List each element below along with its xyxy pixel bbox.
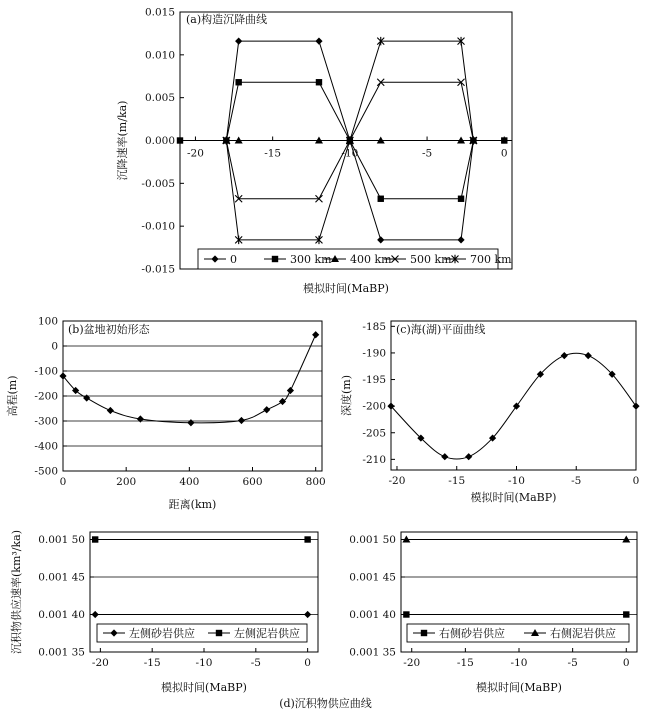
x-axis-label: 模拟时间(MaBP) — [161, 681, 247, 694]
legend-label: 400 km — [350, 253, 392, 266]
chart-title: (b)盆地初始形态 — [68, 323, 150, 336]
y-axis-label: 高程(m) — [6, 375, 19, 417]
data-point — [513, 403, 520, 410]
data-point — [377, 236, 384, 243]
chart-d2 — [349, 532, 637, 694]
y-tick-label: 0.001 40 — [38, 609, 85, 621]
data-point — [457, 236, 464, 243]
y-tick-label: 0.001 50 — [38, 534, 85, 546]
legend-label: 300 km — [290, 253, 332, 266]
y-axis-label: 沉降速率(m/ka) — [116, 100, 129, 181]
data-point — [403, 611, 409, 617]
data-point — [92, 536, 98, 542]
y-tick-label: 0.001 35 — [349, 646, 396, 659]
legend-marker — [421, 630, 427, 636]
y-tick-label: -300 — [34, 415, 58, 428]
y-tick-label: -200 — [362, 400, 386, 413]
x-tick-label: 200 — [116, 476, 137, 488]
data-point — [632, 403, 639, 410]
legend-label: 左侧泥岩供应 — [234, 627, 300, 640]
chart-a — [115, 7, 512, 296]
series-line — [63, 335, 316, 423]
y-tick-label: -200 — [34, 390, 58, 403]
series-initial — [59, 331, 319, 426]
x-tick-label: -5 — [567, 657, 578, 669]
data-point — [304, 536, 310, 542]
x-tick-label: -5 — [250, 657, 261, 669]
y-tick-label: -195 — [362, 374, 386, 387]
y-tick-label: 100 — [37, 315, 58, 328]
y-tick-label: 0.010 — [144, 49, 175, 62]
legend — [407, 624, 629, 642]
x-tick-label: 400 — [179, 476, 200, 488]
figure-caption: (d)沉积物供应曲线 — [279, 697, 372, 710]
y-tick-label: -0.015 — [141, 263, 175, 276]
legend — [198, 249, 512, 269]
data-point — [235, 38, 242, 45]
y-tick-label: 0.001 35 — [38, 646, 85, 659]
data-point — [501, 137, 507, 143]
data-point — [235, 79, 241, 85]
legend-marker — [216, 630, 222, 636]
y-tick-label: 0.015 — [144, 6, 175, 19]
x-axis-label: 模拟时间(MaBP) — [470, 491, 557, 504]
legend-label: 700 km — [470, 253, 512, 266]
data-point — [177, 137, 183, 143]
legend — [97, 624, 307, 642]
x-tick-label: -20 — [388, 475, 406, 487]
data-point — [561, 352, 568, 359]
y-tick-label: -400 — [34, 440, 58, 453]
data-point — [312, 331, 319, 338]
x-tick-label: -10 — [341, 147, 359, 160]
x-tick-label: 600 — [242, 476, 263, 488]
series-左侧砂岩供应 — [92, 611, 312, 618]
legend-marker — [272, 256, 278, 262]
x-tick-label: 0 — [622, 657, 630, 669]
x-tick-label: -5 — [421, 147, 433, 160]
y-tick-label: -0.005 — [141, 177, 175, 190]
plot-frame — [391, 321, 636, 470]
data-point — [83, 394, 90, 401]
legend-label: 500 km — [410, 253, 452, 266]
y-tick-label: -100 — [34, 365, 58, 378]
x-tick-label: -15 — [264, 147, 282, 160]
data-point — [458, 196, 464, 202]
x-tick-label: -20 — [91, 657, 109, 669]
data-point — [585, 352, 592, 359]
x-tick-label: 0 — [59, 476, 67, 488]
chart-title: (a)构造沉降曲线 — [186, 13, 268, 26]
series-sea level — [387, 352, 639, 460]
chart-d1 — [9, 530, 318, 694]
y-tick-label: -205 — [362, 427, 386, 440]
x-tick-label: -15 — [448, 475, 466, 487]
y-tick-label: 0 — [51, 340, 58, 353]
y-tick-label: -500 — [34, 465, 58, 478]
data-point — [465, 453, 472, 460]
x-tick-label: -10 — [508, 475, 525, 487]
y-tick-label: -185 — [362, 320, 386, 333]
y-tick-label: 0.005 — [144, 92, 175, 105]
y-tick-label: 0.000 — [144, 135, 175, 147]
data-point — [441, 453, 448, 460]
x-tick-label: -20 — [186, 147, 204, 160]
data-point — [378, 196, 384, 202]
data-point — [623, 611, 629, 617]
x-tick-label: -15 — [143, 657, 161, 669]
series-右侧砂岩供应 — [403, 611, 629, 617]
data-point — [315, 38, 322, 45]
legend-label: 右侧泥岩供应 — [550, 627, 616, 640]
x-tick-label: -15 — [456, 657, 474, 669]
series-右侧泥岩供应 — [402, 536, 630, 543]
y-axis-label: 沉积物供应速率(km³/ka) — [10, 529, 23, 655]
data-point — [187, 419, 194, 426]
data-point — [107, 407, 114, 414]
x-axis-label: 模拟时间(MaBP) — [476, 681, 562, 694]
y-tick-label: -210 — [362, 453, 386, 466]
y-tick-label: 0.001 40 — [349, 609, 396, 621]
y-tick-label: -190 — [362, 347, 386, 360]
y-tick-label: -0.010 — [141, 220, 175, 233]
data-point — [304, 611, 311, 618]
legend-label: 0 — [230, 253, 237, 266]
x-axis-label: 距离(km) — [168, 498, 217, 511]
data-point — [316, 79, 322, 85]
chart-title: (c)海(湖)平面曲线 — [396, 323, 486, 336]
y-tick-label: 0.001 45 — [38, 571, 85, 584]
series-左侧泥岩供应 — [92, 536, 311, 542]
data-point — [287, 387, 294, 394]
y-axis-label: 深度(m) — [340, 374, 353, 417]
x-tick-label: -5 — [571, 475, 582, 487]
y-tick-label: 0.001 45 — [349, 571, 396, 584]
data-point — [279, 398, 286, 405]
x-tick-label: -20 — [403, 657, 421, 669]
y-tick-label: 0.001 50 — [349, 534, 396, 546]
x-tick-label: 0 — [632, 475, 640, 487]
legend-label: 右侧砂岩供应 — [439, 627, 505, 640]
data-point — [238, 417, 245, 424]
chart-b — [5, 316, 326, 512]
data-point — [263, 406, 270, 413]
x-tick-label: 800 — [305, 476, 326, 488]
x-tick-label: 0 — [500, 147, 508, 160]
x-tick-label: -10 — [510, 657, 528, 669]
x-tick-label: 0 — [304, 657, 311, 669]
chart-c — [339, 321, 640, 504]
x-tick-label: -10 — [195, 657, 213, 669]
data-point — [137, 415, 144, 422]
x-axis-label: 模拟时间(MaBP) — [303, 282, 389, 295]
legend-label: 左侧砂岩供应 — [129, 627, 195, 640]
data-point — [92, 611, 99, 618]
